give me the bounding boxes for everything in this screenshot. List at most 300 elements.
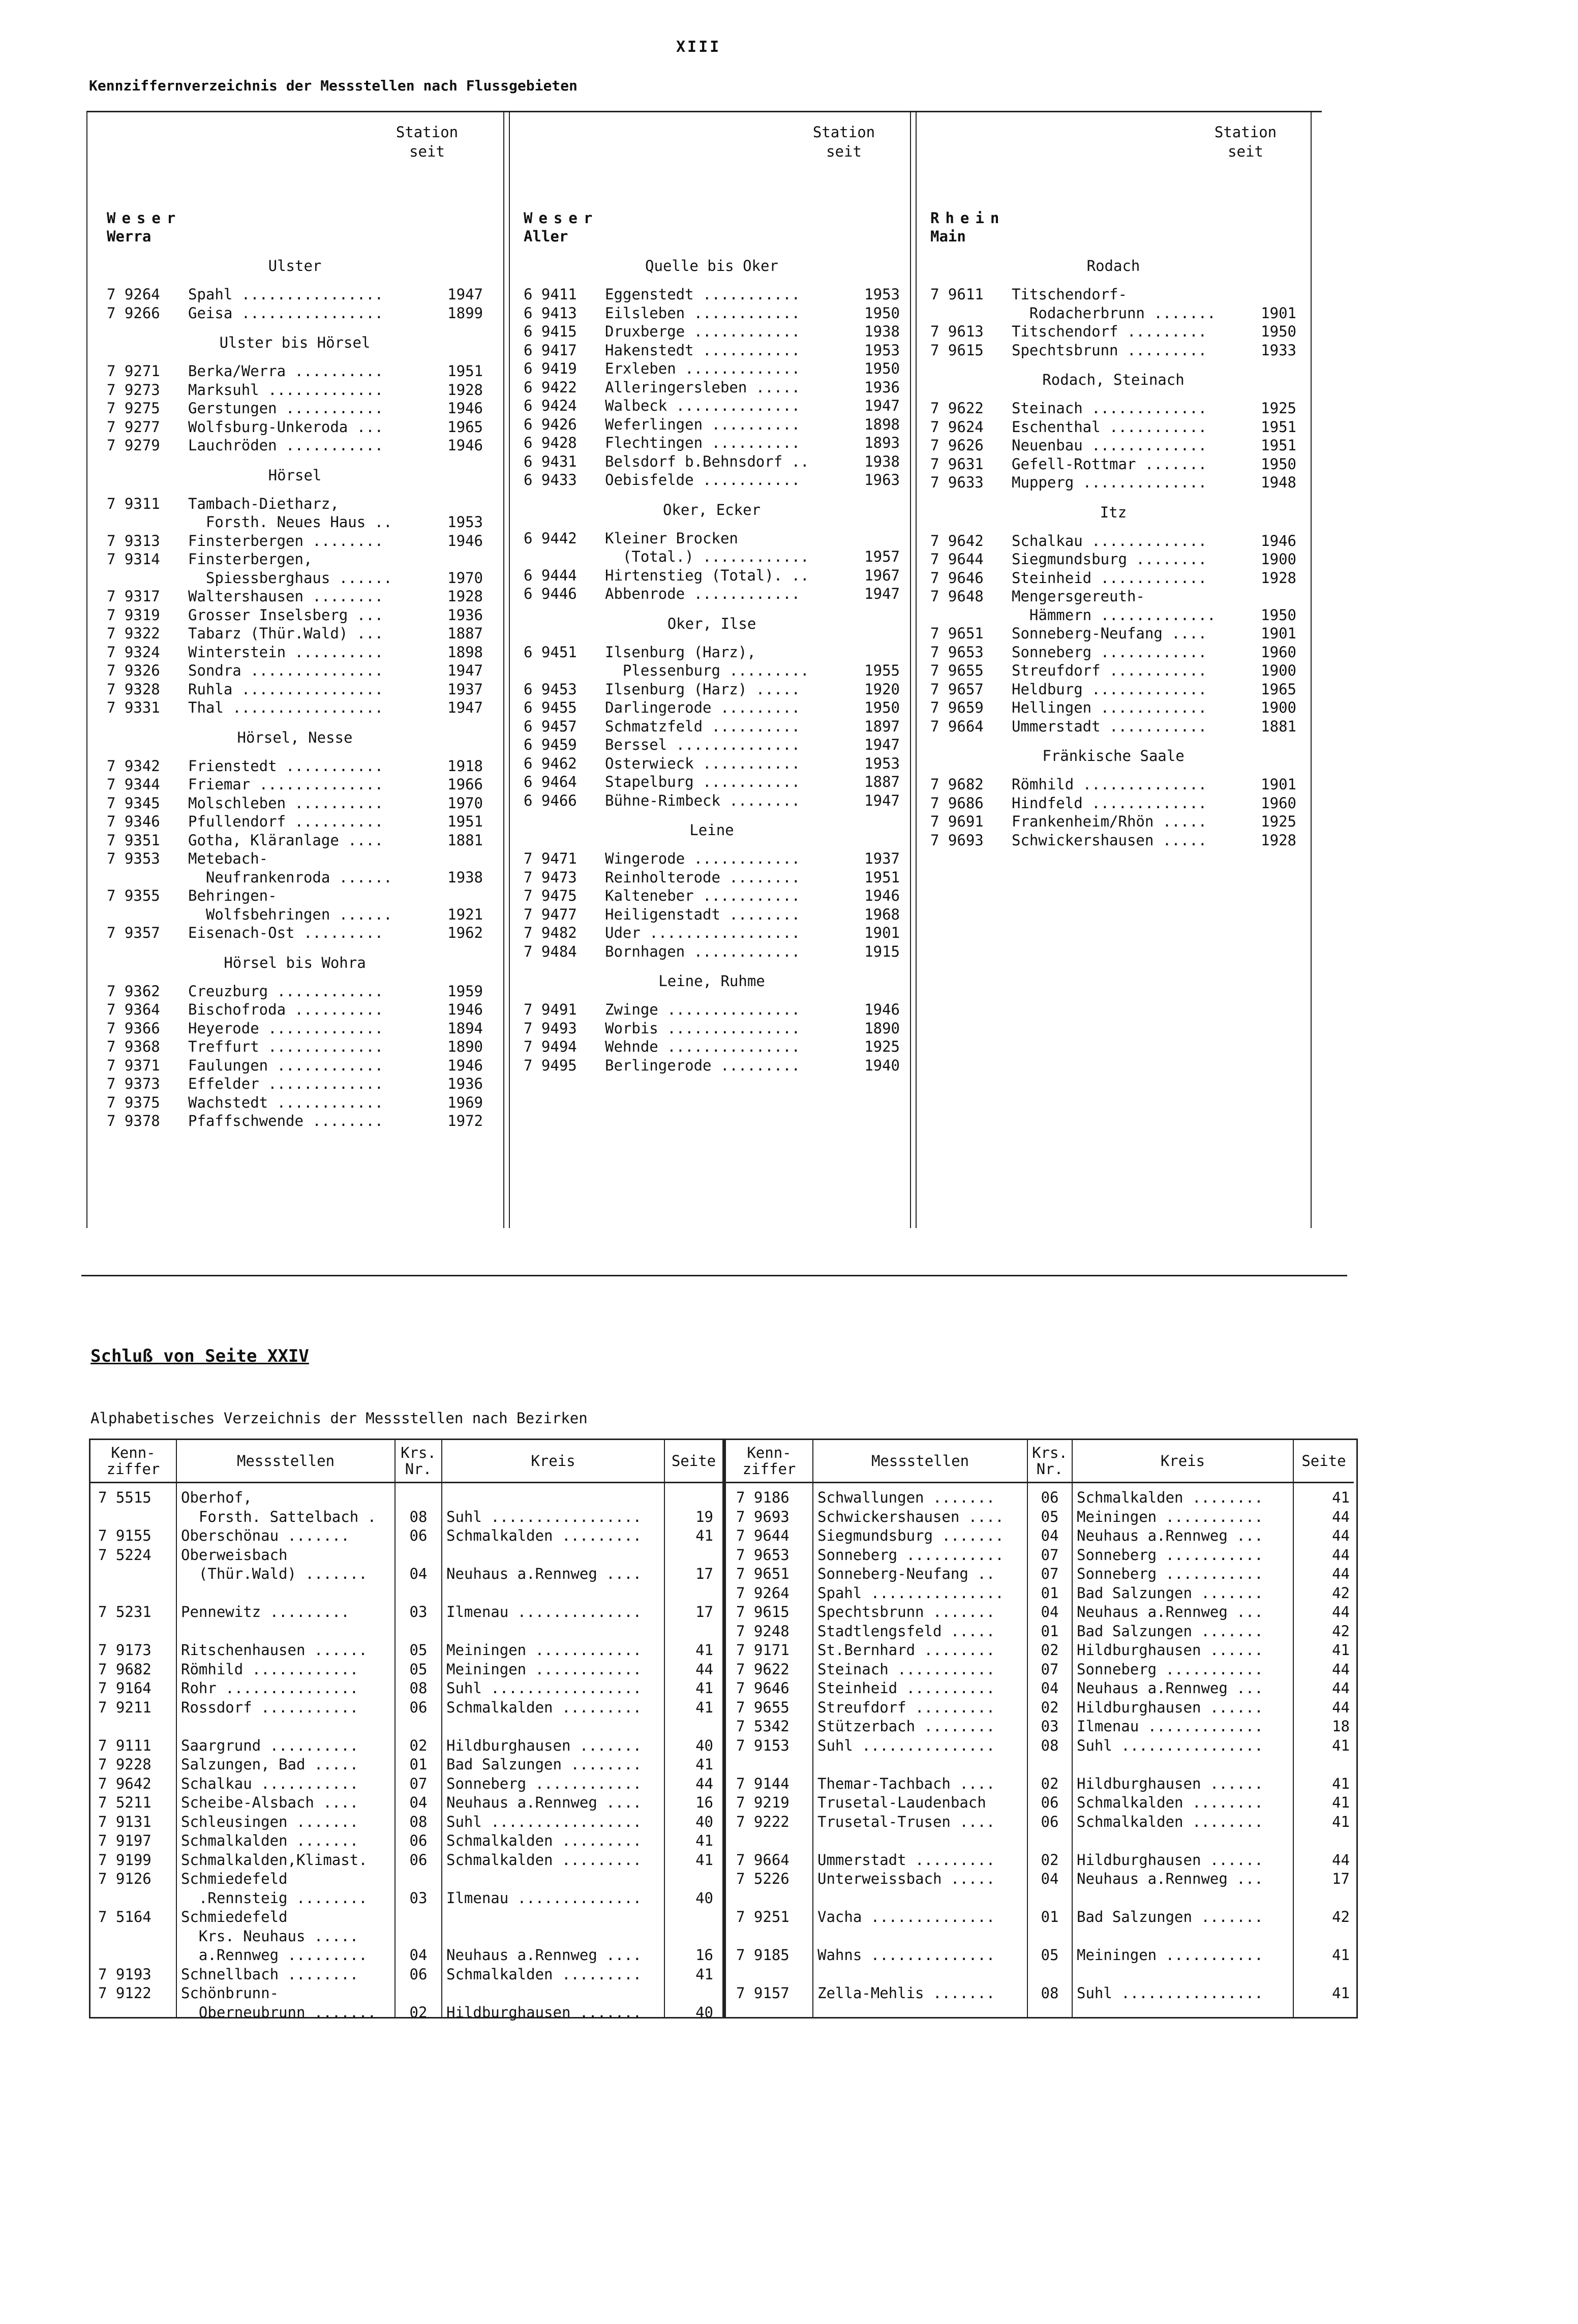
station-since-year: 1953 — [447, 513, 483, 531]
station-code: 6 9419 — [524, 360, 577, 377]
kennziffer-cell: 7 5211 — [98, 1794, 151, 1811]
group-title: Itz — [1100, 503, 1127, 521]
station-header: Station seit — [1214, 124, 1277, 160]
kreis-cell: Ilmenau .............. — [446, 1889, 642, 1907]
station-row — [524, 359, 900, 378]
station-since-year: 1960 — [1261, 643, 1296, 661]
station-name: Grosser Inselsberg ... — [188, 606, 384, 624]
seite-cell: 41 — [1332, 1946, 1350, 1964]
messstelle-cell: Schalkau ........... — [181, 1775, 359, 1792]
station-since-year: 1947 — [864, 736, 900, 753]
krs-nr-cell: 06 — [409, 1698, 428, 1716]
kennziffer-cell: 7 9642 — [98, 1775, 151, 1792]
station-name: Waltershausen ........ — [188, 588, 384, 605]
station-code: 7 9328 — [107, 680, 160, 698]
station-name: Heyerode ............. — [188, 1019, 384, 1037]
station-row — [107, 587, 483, 606]
station-code: 7 9378 — [107, 1112, 160, 1129]
station-code: 7 9313 — [107, 532, 160, 549]
station-name: Frienstedt ........... — [188, 757, 384, 775]
kreis-cell: Meiningen ........... — [1077, 1508, 1263, 1525]
station-name: Erxleben ............. — [605, 360, 801, 377]
station-row — [930, 285, 1296, 304]
kreis-cell: Hildburghausen ...... — [1077, 1641, 1263, 1659]
station-code: 7 9264 — [107, 286, 160, 303]
header-kennziffer: Kenn- ziffer — [726, 1440, 812, 1483]
station-since-year: 1951 — [1261, 437, 1296, 454]
station-name: Zwinge ............... — [605, 1001, 801, 1018]
group-title: Ulster — [268, 257, 322, 274]
station-row — [107, 606, 483, 625]
messstelle-cell: Unterweissbach ..... — [817, 1870, 995, 1887]
station-name: Wingerode ............ — [605, 850, 801, 867]
station-code: 7 9484 — [524, 942, 577, 960]
station-index-frame — [86, 111, 1322, 1228]
station-name: Worbis ............... — [605, 1019, 801, 1037]
station-since-year: 1951 — [447, 362, 483, 380]
table-row — [726, 1908, 1354, 1926]
station-row — [524, 1056, 900, 1075]
station-name: Metebach- — [188, 850, 268, 867]
station-row — [524, 905, 900, 924]
kreis-cell: Schmalkalden ........ — [1077, 1489, 1263, 1506]
kennziffer-cell: 7 9164 — [98, 1679, 151, 1697]
station-name: Heiligenstadt ........ — [605, 905, 801, 923]
station-code: 7 9373 — [107, 1075, 160, 1092]
station-name: Hindfeld ............. — [1012, 794, 1207, 812]
station-name: Spiessberghaus ...... — [188, 569, 392, 587]
station-name: Berssel .............. — [605, 736, 801, 753]
kennziffer-cell: 7 5224 — [98, 1546, 151, 1564]
group-title: Oker, Ilse — [667, 615, 756, 632]
seite-cell: 16 — [695, 1946, 713, 1964]
station-header: Station seit — [396, 124, 459, 160]
table-row — [726, 1679, 1354, 1697]
seite-cell: 41 — [695, 1527, 713, 1544]
station-row — [930, 831, 1296, 850]
krs-nr-cell: 06 — [1041, 1489, 1059, 1506]
station-code: 7 9357 — [107, 924, 160, 941]
station-since-year: 1881 — [1261, 717, 1296, 735]
kennziffer-cell: 7 9111 — [98, 1736, 151, 1754]
station-since-year: 1962 — [447, 924, 483, 941]
station-code: 7 9311 — [107, 495, 160, 512]
station-name: Weferlingen .......... — [605, 415, 801, 433]
station-name: Kleiner Brocken — [605, 529, 738, 547]
kennziffer-cell: 7 9651 — [736, 1565, 790, 1582]
table-row — [726, 1660, 1354, 1678]
kennziffer-cell: 7 5226 — [736, 1870, 790, 1887]
kennziffer-cell: 7 9644 — [736, 1527, 790, 1544]
kreis-cell: Suhl ................. — [446, 1508, 642, 1525]
station-row — [930, 794, 1296, 813]
krs-nr-cell: 08 — [409, 1508, 428, 1525]
station-row — [930, 606, 1296, 625]
station-name: Steinheid ............ — [1012, 569, 1207, 587]
krs-nr-cell: 04 — [1041, 1603, 1059, 1620]
table-row — [726, 1831, 1354, 1850]
krs-nr-cell: 07 — [409, 1775, 428, 1792]
kreis-cell: Schmalkalden ......... — [446, 1527, 642, 1544]
messstelle-cell: Schnellbach ........ — [181, 1965, 359, 1983]
station-code: 7 9314 — [107, 551, 160, 568]
table-row — [726, 1622, 1354, 1640]
station-code: 7 9659 — [930, 699, 984, 716]
station-code: 7 9477 — [524, 905, 577, 923]
messstelle-cell: Sonneberg ........... — [817, 1546, 1004, 1564]
kennziffer-cell: 7 9248 — [736, 1622, 790, 1640]
station-since-year: 1937 — [447, 680, 483, 698]
station-code: 7 9653 — [930, 643, 984, 661]
table-row — [726, 1508, 1354, 1526]
seite-cell: 41 — [695, 1679, 713, 1697]
table-row — [726, 1565, 1354, 1583]
kreis-cell: Neuhaus a.Rennweg ... — [1077, 1679, 1263, 1697]
station-name: Druxberge ............ — [605, 323, 801, 340]
river-name: Weser — [107, 209, 182, 227]
messstelle-cell: Schwickershausen .... — [817, 1508, 1004, 1525]
header-krs-nr: Krs. Nr. — [1028, 1440, 1072, 1483]
seite-cell: 44 — [695, 1660, 713, 1678]
station-row — [524, 942, 900, 961]
krs-nr-cell: 01 — [1041, 1584, 1059, 1602]
kreis-cell: Neuhaus a.Rennweg .... — [446, 1946, 642, 1964]
station-code: 6 9446 — [524, 585, 577, 602]
messstelle-cell: Themar-Tachbach .... — [817, 1775, 995, 1792]
kennziffer-cell: 7 9664 — [736, 1851, 790, 1869]
station-since-year: 1928 — [1261, 831, 1296, 849]
station-since-year: 1960 — [1261, 794, 1296, 812]
station-code: 6 9466 — [524, 791, 577, 809]
station-row — [107, 680, 483, 699]
station-code: 7 9355 — [107, 887, 160, 904]
station-since-year: 1901 — [1261, 625, 1296, 642]
station-code: 7 9657 — [930, 680, 984, 698]
station-since-year: 1928 — [1261, 569, 1296, 587]
station-name: Heldburg ............. — [1012, 680, 1207, 698]
station-code: 7 9664 — [930, 717, 984, 735]
krs-nr-cell: 03 — [1041, 1718, 1059, 1735]
station-code: 7 9279 — [107, 437, 160, 454]
station-code: 7 9491 — [524, 1001, 577, 1018]
kreis-cell: Neuhaus a.Rennweg .... — [446, 1794, 642, 1811]
station-name: Spahl ................ — [188, 286, 384, 303]
kreis-cell: Ilmenau ............. — [1077, 1718, 1263, 1735]
station-row — [107, 924, 483, 942]
station-row — [524, 698, 900, 717]
kennziffer-cell: 7 9193 — [98, 1965, 151, 1983]
seite-cell: 41 — [695, 1965, 713, 1983]
station-since-year: 1933 — [1261, 341, 1296, 359]
page-number: XIII — [676, 38, 721, 56]
header-krs-nr: Krs. Nr. — [396, 1440, 441, 1483]
messstelle-cell: Trusetal-Trusen .... — [817, 1813, 995, 1830]
station-code: 7 9319 — [107, 606, 160, 624]
station-since-year: 1946 — [447, 437, 483, 454]
messstelle-cell: Schwallungen ....... — [817, 1489, 995, 1506]
station-name: Ilsenburg (Harz), — [605, 643, 756, 661]
kennziffer-cell: 7 9653 — [736, 1546, 790, 1564]
kennziffer-cell: 7 9682 — [98, 1660, 151, 1678]
station-name: Bischofroda .......... — [188, 1001, 384, 1018]
column-divider-2 — [910, 112, 917, 1228]
station-since-year: 1947 — [864, 585, 900, 602]
station-row — [930, 717, 1296, 736]
table-center-rule — [722, 1440, 726, 2017]
station-name: Hellingen ............ — [1012, 699, 1207, 716]
table-row — [90, 1755, 722, 1773]
kennziffer-cell: 7 9173 — [98, 1641, 151, 1659]
station-row — [107, 905, 483, 924]
table-row — [90, 1717, 722, 1735]
seite-cell: 44 — [1332, 1698, 1350, 1716]
station-code: 7 9493 — [524, 1019, 577, 1037]
column-content — [930, 209, 1296, 849]
station-name: Pfullendorf .......... — [188, 813, 384, 830]
kreis-cell: Schmalkalden ........ — [1077, 1794, 1263, 1811]
table-row — [90, 1508, 722, 1526]
station-since-year: 1925 — [1261, 813, 1296, 830]
station-name: Bornhagen ............ — [605, 942, 801, 960]
station-name: Berlingerode ......... — [605, 1056, 801, 1074]
messstelle-cell: Rossdorf ........... — [181, 1698, 359, 1716]
station-code: 7 9266 — [107, 304, 160, 322]
messstelle-cell: Streufdorf ......... — [817, 1698, 995, 1716]
station-name: Finsterbergen ........ — [188, 532, 384, 549]
station-row — [107, 1019, 483, 1038]
station-code: 7 9651 — [930, 625, 984, 642]
kreis-cell: Hildburghausen ....... — [446, 2003, 642, 2021]
seite-cell: 40 — [695, 1889, 713, 1907]
kreis-cell: Suhl ................ — [1077, 1736, 1263, 1754]
station-row — [524, 471, 900, 490]
station-name: Wehnde ............... — [605, 1038, 801, 1055]
station-row — [930, 418, 1296, 437]
kennziffer-cell: 7 9185 — [736, 1946, 790, 1964]
station-row — [107, 624, 483, 643]
table-row — [726, 1965, 1354, 1983]
kennziffer-cell: 7 9251 — [736, 1908, 790, 1925]
station-name: Behringen- — [188, 887, 277, 904]
kennziffer-cell: 7 9615 — [736, 1603, 790, 1620]
table-row — [90, 1641, 722, 1659]
station-row — [930, 341, 1296, 360]
table-row — [726, 1984, 1354, 2002]
kreis-cell: Neuhaus a.Rennweg ... — [1077, 1870, 1263, 1887]
station-name: Darlingerode ......... — [605, 699, 801, 716]
station-row — [524, 849, 900, 868]
station-code: 6 9453 — [524, 680, 577, 698]
table-row — [90, 1622, 722, 1640]
seite-cell: 40 — [695, 1736, 713, 1754]
station-name: Plessenburg ......... — [605, 662, 809, 679]
station-name: Forsth. Neues Haus .. — [188, 513, 392, 531]
station-row — [930, 775, 1296, 794]
messstelle-cell: Oberhof, — [181, 1489, 252, 1506]
station-since-year: 1946 — [447, 400, 483, 417]
table-row — [726, 1889, 1354, 1907]
kreis-cell: Neuhaus a.Rennweg ... — [1077, 1527, 1263, 1544]
kreis-cell: Suhl ................ — [1077, 1984, 1263, 2002]
station-row — [524, 285, 900, 304]
station-row — [107, 362, 483, 381]
station-since-year: 1936 — [864, 378, 900, 396]
station-code: 7 9322 — [107, 625, 160, 642]
table-row — [90, 1965, 722, 1983]
station-code: 7 9331 — [107, 699, 160, 716]
table-row — [726, 1488, 1354, 1507]
krs-nr-cell: 02 — [1041, 1851, 1059, 1869]
station-code: 7 9644 — [930, 551, 984, 568]
seite-cell: 44 — [1332, 1527, 1350, 1544]
messstelle-cell: Römhild ............ — [181, 1660, 359, 1678]
station-since-year: 1953 — [864, 754, 900, 772]
seite-cell: 41 — [1332, 1813, 1350, 1830]
messstelle-cell: Ummerstadt ......... — [817, 1851, 995, 1869]
kreis-cell: Hildburghausen ....... — [446, 1736, 642, 1754]
krs-nr-cell: 08 — [1041, 1984, 1059, 2002]
table-row — [726, 1717, 1354, 1735]
seite-cell: 16 — [695, 1794, 713, 1811]
krs-nr-cell: 06 — [1041, 1813, 1059, 1830]
station-code: 7 9482 — [524, 924, 577, 941]
station-name: Eschenthal ........... — [1012, 418, 1207, 436]
station-since-year: 1950 — [864, 304, 900, 322]
messstelle-cell: Oberneubrunn ....... — [181, 2003, 377, 2021]
station-row — [930, 698, 1296, 717]
kreis-cell: Hildburghausen ...... — [1077, 1698, 1263, 1716]
messstelle-cell: .Rennsteig ........ — [181, 1889, 368, 1907]
station-since-year: 1951 — [447, 813, 483, 830]
group-title: Rodach, Steinach — [1042, 371, 1185, 388]
station-row — [107, 698, 483, 717]
station-name: Mengersgereuth- — [1012, 588, 1145, 605]
group-title: Hörsel bis Wohra — [224, 954, 366, 971]
seite-cell: 41 — [695, 1698, 713, 1716]
station-since-year: 1936 — [447, 606, 483, 624]
station-name: Effelder ............. — [188, 1075, 384, 1092]
river-name: Weser — [524, 209, 599, 227]
messstelle-cell: Schönbrunn- — [181, 1984, 279, 2002]
seite-cell: 44 — [1332, 1851, 1350, 1869]
station-code: 7 9471 — [524, 850, 577, 867]
krs-nr-cell: 01 — [1041, 1622, 1059, 1640]
kreis-cell: Schmalkalden ......... — [446, 1851, 642, 1869]
table-row — [726, 1546, 1354, 1564]
station-since-year: 1947 — [864, 397, 900, 414]
messstelle-cell: Siegmundsburg ....... — [817, 1527, 1004, 1544]
station-name: Frankenheim/Rhön ..... — [1012, 813, 1207, 830]
station-since-year: 1946 — [1261, 532, 1296, 549]
kreis-cell: Bad Salzungen ....... — [1077, 1584, 1263, 1602]
station-since-year: 1920 — [864, 680, 900, 698]
station-name: Eisenach-Ost ......... — [188, 924, 384, 941]
table-row — [90, 1946, 722, 1964]
seite-cell: 41 — [1332, 1641, 1350, 1659]
station-code: 7 9473 — [524, 868, 577, 886]
table-row — [90, 1488, 722, 1507]
station-since-year: 1887 — [864, 773, 900, 790]
header-messstellen: Messstellen — [813, 1440, 1027, 1483]
seite-cell: 18 — [1332, 1718, 1350, 1735]
station-name: Kalteneber ........... — [605, 887, 801, 904]
messstelle-cell: Schmiedefeld — [181, 1870, 288, 1887]
station-since-year: 1881 — [447, 831, 483, 849]
krs-nr-cell: 03 — [409, 1889, 428, 1907]
group-title: Hörsel, Nesse — [237, 728, 353, 746]
station-row — [107, 643, 483, 662]
station-row — [524, 886, 900, 905]
station-since-year: 1950 — [1261, 455, 1296, 473]
kennziffer-cell: 7 5164 — [98, 1908, 151, 1925]
kreis-cell: Suhl ................. — [446, 1679, 642, 1697]
station-since-year: 1937 — [864, 850, 900, 867]
station-code: 6 9459 — [524, 736, 577, 753]
station-since-year: 1948 — [1261, 474, 1296, 491]
kreis-cell: Suhl ................. — [446, 1813, 642, 1830]
station-since-year: 1959 — [447, 982, 483, 1000]
kennziffer-cell: 7 9131 — [98, 1813, 151, 1830]
krs-nr-cell: 06 — [409, 1832, 428, 1849]
station-name: Schmatzfeld .......... — [605, 717, 801, 735]
station-code: 7 9624 — [930, 418, 984, 436]
frame-right-rule — [1311, 112, 1312, 1228]
station-row — [524, 1019, 900, 1038]
station-code: 7 9613 — [930, 323, 984, 340]
station-code: 6 9426 — [524, 415, 577, 433]
station-row — [930, 322, 1296, 341]
table-row — [726, 1775, 1354, 1793]
station-row — [107, 757, 483, 776]
station-since-year: 1968 — [864, 905, 900, 923]
kennziffer-cell: 7 9622 — [736, 1660, 790, 1678]
station-name: Hirtenstieg (Total). .. — [605, 566, 809, 584]
kennziffer-cell: 7 9646 — [736, 1679, 790, 1697]
seite-cell: 17 — [1332, 1870, 1350, 1887]
tributary-name: Werra — [107, 228, 151, 245]
seite-cell: 41 — [1332, 1984, 1350, 2002]
station-since-year: 1901 — [1261, 304, 1296, 322]
station-since-year: 1953 — [864, 341, 900, 359]
station-row — [524, 736, 900, 754]
group-title: Quelle bis Oker — [645, 257, 778, 274]
station-row — [107, 868, 483, 887]
station-name: Eggenstedt ........... — [605, 286, 801, 303]
messstelle-cell: Ritschenhausen ...... — [181, 1641, 368, 1659]
page-heading: Kennziffernverzeichnis der Messstellen nach Flussgebieten — [89, 77, 578, 94]
station-name: Schalkau ............. — [1012, 532, 1207, 549]
messstelle-cell: Schmalkalden ....... — [181, 1832, 359, 1849]
krs-nr-cell: 05 — [409, 1641, 428, 1659]
station-since-year: 1946 — [447, 532, 483, 549]
station-row — [524, 378, 900, 397]
station-row — [524, 661, 900, 680]
seite-cell: 17 — [695, 1603, 713, 1620]
group-title: Hörsel — [268, 466, 322, 484]
table-row — [90, 1584, 722, 1602]
station-row — [524, 566, 900, 585]
messstelle-cell: Scheibe-Alsbach .... — [181, 1794, 359, 1811]
station-since-year: 1963 — [864, 471, 900, 488]
table-row — [726, 1870, 1354, 1888]
krs-nr-cell: 04 — [1041, 1527, 1059, 1544]
station-code: 7 9631 — [930, 455, 984, 473]
messstelle-cell: Steinheid .......... — [817, 1679, 995, 1697]
station-code: 7 9693 — [930, 831, 984, 849]
station-code: 7 9345 — [107, 794, 160, 812]
table-row — [726, 1603, 1354, 1621]
station-row — [524, 754, 900, 773]
